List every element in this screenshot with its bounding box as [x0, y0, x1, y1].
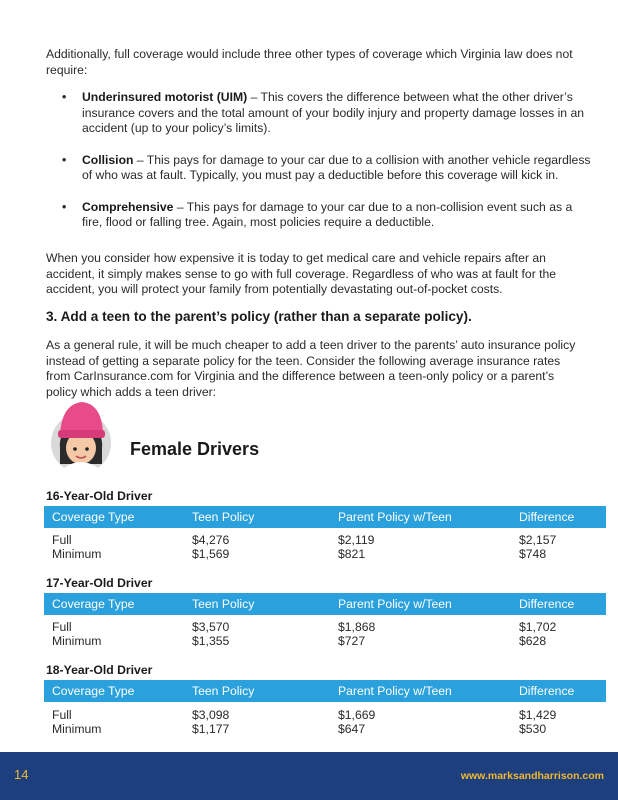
table-cell: $1,868: [338, 620, 376, 634]
column-header: Parent Policy w/Teen: [338, 684, 452, 698]
bullet-term: Collision: [82, 152, 134, 167]
table-cell: Full: [52, 620, 72, 634]
table-cell: Full: [52, 708, 72, 722]
table-cell: $1,702: [519, 620, 557, 634]
coverage-bullet-list: [62, 90, 592, 247]
bullet-term: Underinsured motorist (UIM): [82, 90, 248, 104]
bullet-item-collision: [62, 153, 592, 184]
table-title-18: 18-Year-Old Driver: [46, 663, 153, 677]
table-cell: $530: [519, 722, 547, 736]
table-cell: $727: [338, 634, 366, 648]
bullet-item-comprehensive: [62, 200, 592, 231]
table-cell: Minimum: [52, 547, 102, 561]
table-cell: $748: [519, 547, 547, 561]
column-header: Coverage Type: [52, 684, 135, 698]
page-footer: [0, 752, 618, 800]
table-cell: $3,570: [192, 620, 230, 634]
page-number: 14: [14, 767, 29, 782]
table-title-17: 17-Year-Old Driver: [46, 576, 153, 590]
bullet-item-uim: [62, 90, 592, 137]
teen-policy-paragraph: As a general rule, it will be much cheaper to add a teen driver to the parents’ auto insurance policy instead of getting a separate policy for the teen. Consider the following average insurance rates from CarInsurance.com for Virginia and the difference between a teen-only policy or a parent’s policy which adds a teen driver:: [46, 338, 576, 399]
table-header-18: [44, 680, 606, 702]
section-heading: 3. Add a teen to the parent’s policy (rather than a separate policy).: [46, 309, 472, 324]
full-coverage-paragraph: When you consider how expensive it is today to get medical care and vehicle repairs after an accident, it simply makes sense to go with full coverage. Regardless of who was at fault for the accident, you will protect your family from potentially devastating out-of-pocket costs.: [46, 251, 557, 296]
column-header: Difference: [519, 684, 575, 698]
table-cell: Minimum: [52, 722, 102, 736]
table-cell: Full: [52, 533, 72, 547]
table-cell: $2,157: [519, 533, 557, 547]
column-header: Coverage Type: [52, 597, 135, 611]
table-cell: $1,569: [192, 547, 230, 561]
column-header: Parent Policy w/Teen: [338, 597, 452, 611]
table-cell: $1,429: [519, 708, 557, 722]
table-cell: $1,355: [192, 634, 230, 648]
table-title-16: 16-Year-Old Driver: [46, 489, 153, 503]
bullet-text: – This pays for damage to your car due to a collision with another vehicle regardless of who was at fault. Typically, you must pay a deductible before this coverage will kick in.: [82, 152, 591, 182]
column-header: Teen Policy: [192, 597, 255, 611]
column-header: Difference: [519, 597, 575, 611]
column-header: Teen Policy: [192, 510, 255, 524]
bullet-text: – This pays for damage to your car due to a non-collision event such as a fire, flood or falling tree. Again, most policies require a deductible.: [82, 199, 573, 229]
table-cell: $3,098: [192, 708, 230, 722]
table-cell: $628: [519, 634, 547, 648]
column-header: Teen Policy: [192, 684, 255, 698]
table-cell: Minimum: [52, 634, 102, 648]
column-header: Coverage Type: [52, 510, 135, 524]
table-header-16: [44, 506, 606, 528]
column-header: Parent Policy w/Teen: [338, 510, 452, 524]
table-cell: $4,276: [192, 533, 230, 547]
table-header-17: [44, 593, 606, 615]
bullet-text: – This covers the difference between what the other driver’s insurance covers and the total amount of your bodily injury and property damage losses in an accident (up to your policy’s limits).: [82, 90, 585, 135]
table-cell: $2,119: [338, 533, 375, 547]
website-link[interactable]: www.marksandharrison.com: [460, 770, 604, 782]
table-cell: $647: [338, 722, 366, 736]
female-driver-avatar-icon: [46, 398, 116, 478]
table-cell: $821: [338, 547, 366, 561]
intro-paragraph: Additionally, full coverage would include three other types of coverage which Virginia law does not require:: [46, 47, 573, 77]
female-drivers-title: Female Drivers: [130, 439, 260, 459]
bullet-term: Comprehensive: [82, 199, 174, 214]
table-cell: $1,177: [192, 722, 230, 736]
table-cell: $1,669: [338, 708, 376, 722]
column-header: Difference: [519, 510, 575, 524]
